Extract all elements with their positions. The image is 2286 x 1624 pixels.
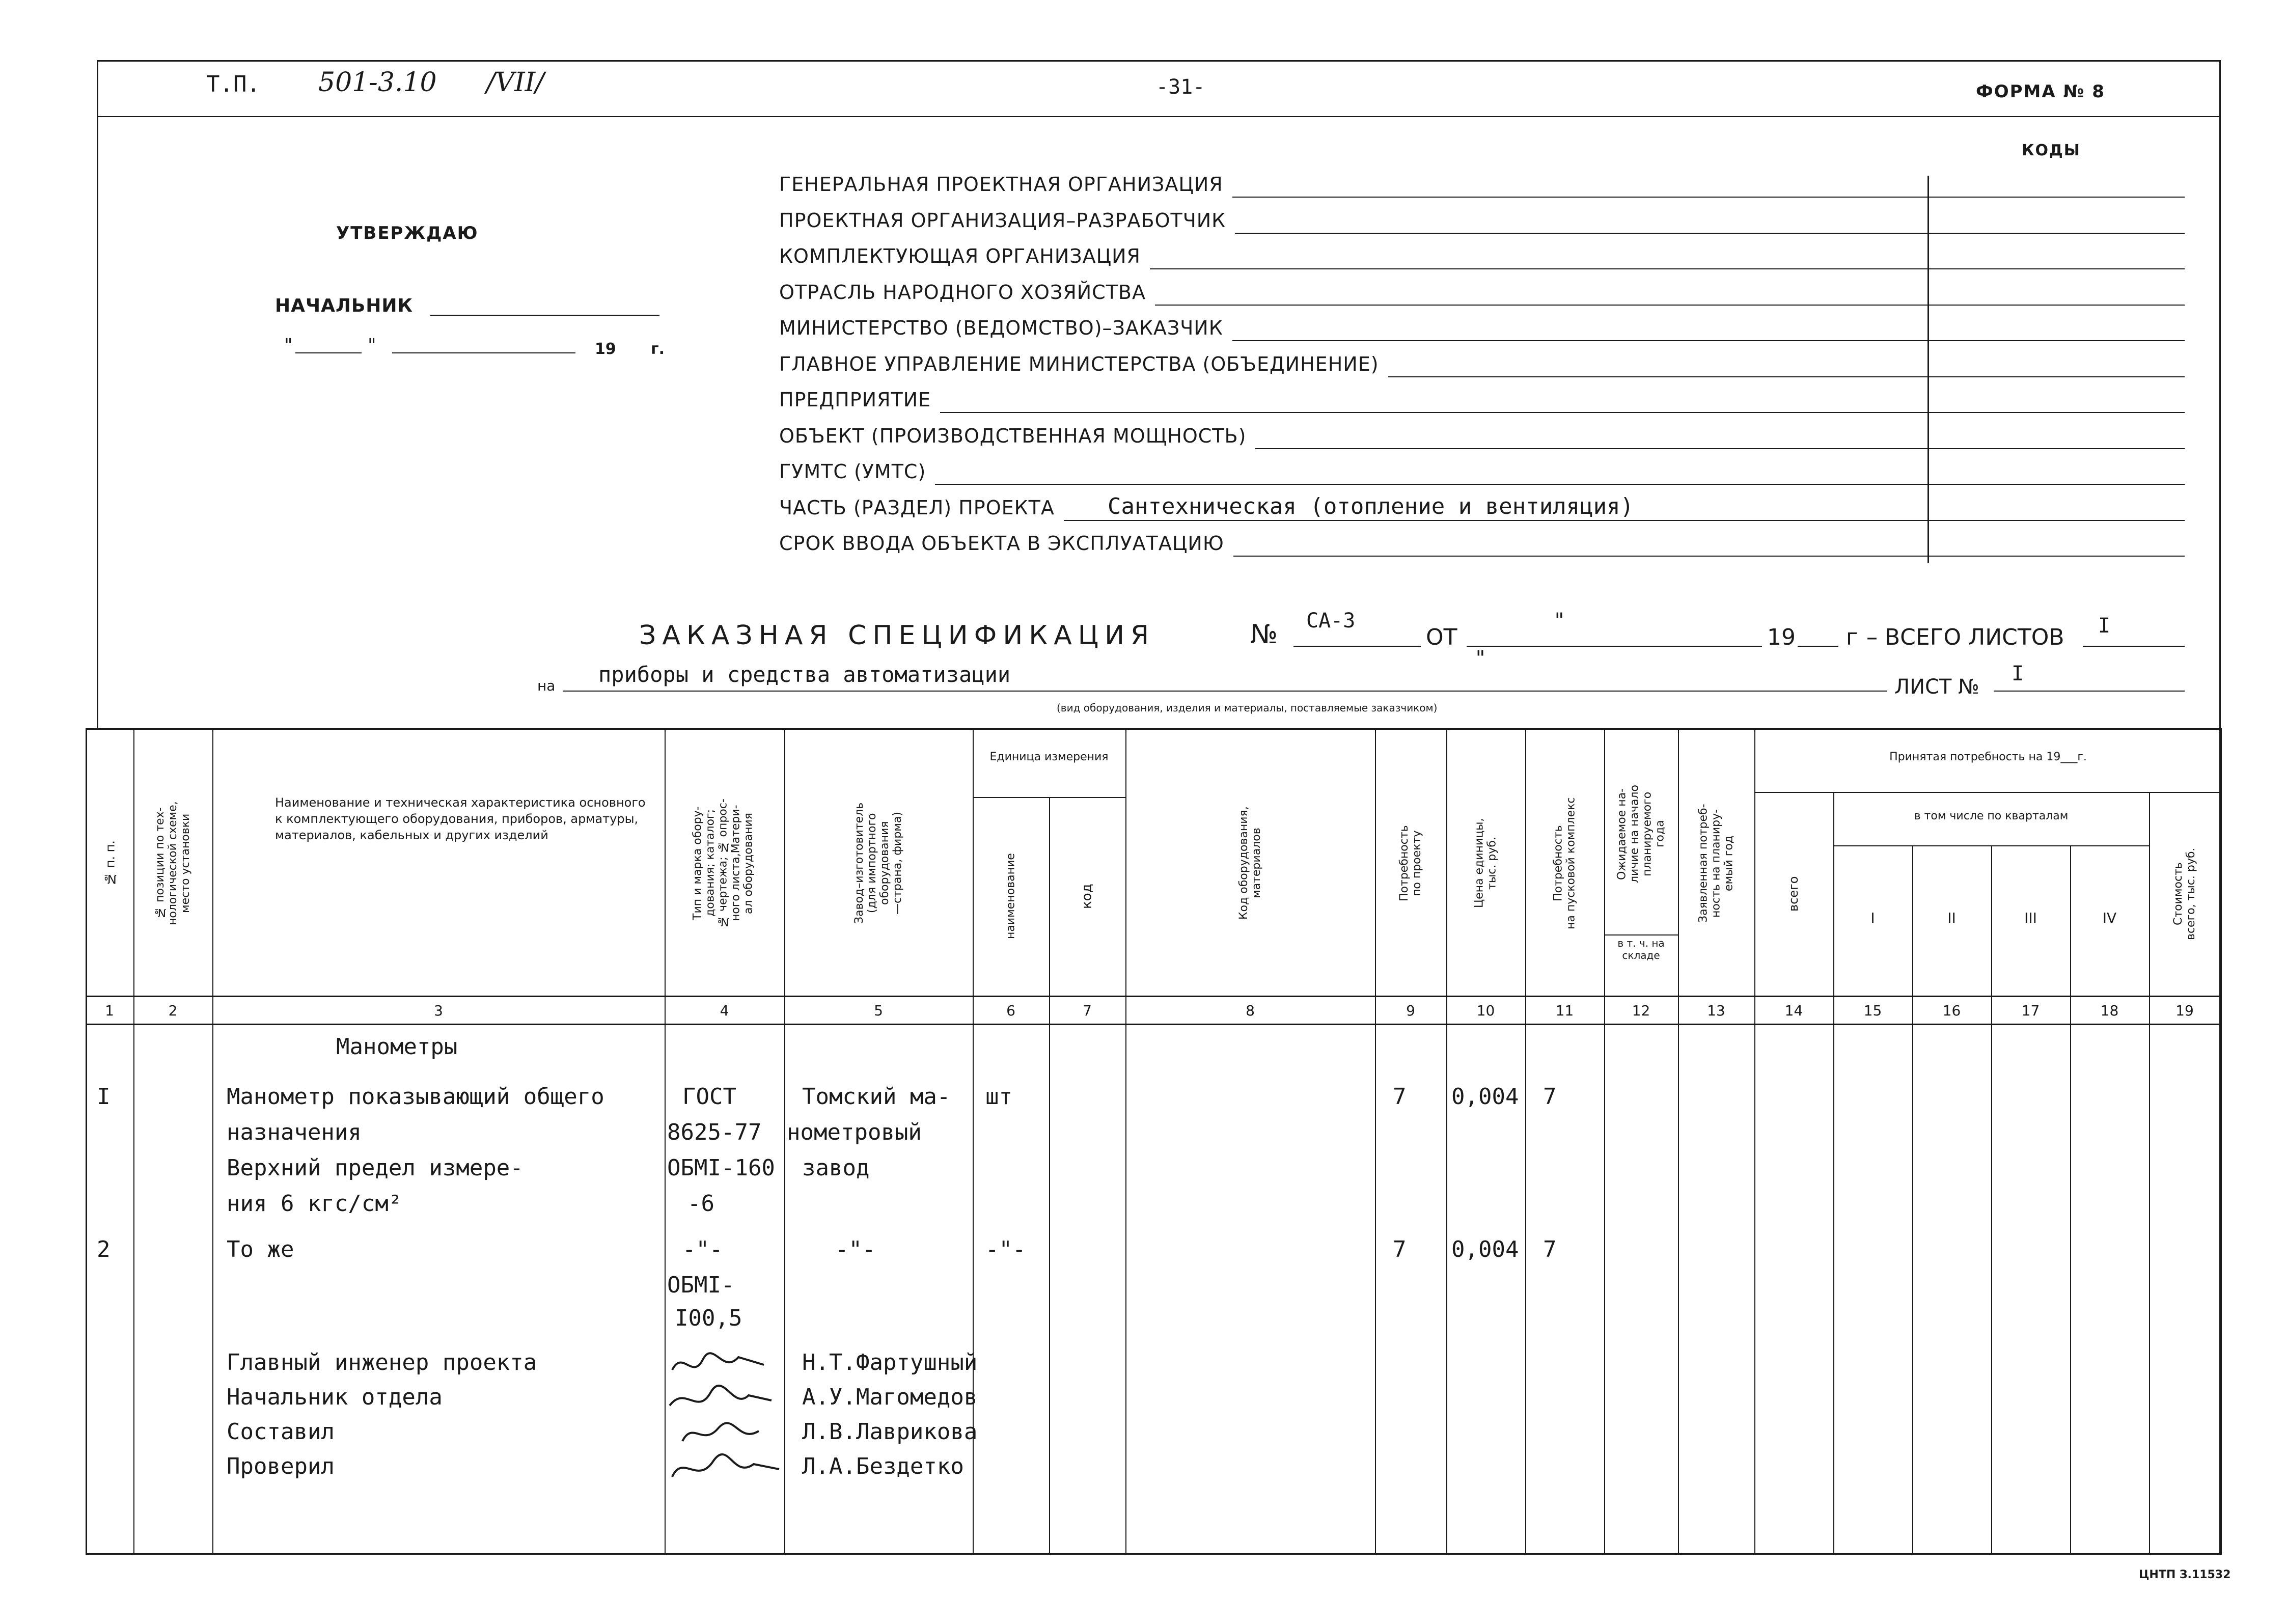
org-field-label: ПРЕДПРИЯТИЕ [779,389,931,411]
org-field-label: МИНИСТЕРСТВО (ВЕДОМСТВО)–ЗАКАЗЧИК [779,317,1223,339]
row-unit: -"- [985,1236,1026,1262]
column-number: 8 [1246,1002,1255,1019]
header-col-10: Цена единицы, тыс. руб. [1473,818,1499,909]
sheets-total-label: – ВСЕГО ЛИСТОВ [1866,624,2064,650]
row-name-line: То же [227,1236,294,1262]
signature-role: Начальник отдела [227,1384,443,1410]
sheet-value: I [2012,662,2024,685]
na-label: на [537,677,556,694]
signature-role: Проверил [227,1453,335,1479]
org-field-label: ГЕНЕРАЛЬНАЯ ПРОЕКТНАЯ ОРГАНИЗАЦИЯ [779,173,1223,196]
org-field-label: ГЛАВНОЕ УПРАВЛЕНИЕ МИНИСТЕРСТВА (ОБЪЕДИНЕНИЕ) [779,352,1379,375]
column-number: 16 [1942,1002,1961,1019]
date-open-quote: " [284,335,293,356]
tp-volume: /VII/ [486,67,544,98]
header-col-3: Наименование и техническая характеристика основного к комплектующего оборудования, приборов, арматуры, материалов, кабельных и других изделий [275,795,646,842]
header-accepted-group: Принятая потребность на 19___г. [1889,751,2087,763]
spec-quote-open: " [1553,609,1566,632]
column-number: 7 [1083,1002,1092,1019]
header-col-14: всего [1786,876,1801,912]
handwritten-signatures [662,1344,789,1492]
org-field-value: Сантехническая (отопление и вентиляция) [1108,493,1634,519]
row-type-line: -6 [687,1191,714,1217]
spec-number-value: СА-3 [1306,609,1356,632]
column-number: 19 [2175,1002,2194,1019]
org-field-label: ОБЪЕКТ (ПРОИЗВОДСТВЕННАЯ МОЩНОСТЬ) [779,424,1247,447]
sheet-label: ЛИСТ № [1894,675,1979,699]
row-maker-line: нометровый [787,1119,922,1145]
signature-name: А.У.Магомедов [802,1384,978,1410]
header-col-18: IV [2102,910,2117,926]
row-type-line: ГОСТ [682,1084,736,1110]
column-number: 10 [1476,1002,1495,1019]
row-type-line: -"- [682,1236,723,1262]
column-number: 12 [1632,1002,1650,1019]
section-title: Манометры [336,1034,458,1060]
header-col-16: II [1947,910,1956,926]
header-col-7: код [1079,884,1095,909]
header-col-8: Код оборудования, материалов [1237,806,1263,920]
header-col-13: Заявленная потреб- ность на планиру- емый год [1697,804,1736,923]
spec-year-label: 19 [1767,624,1796,650]
year-prefix: 19 [595,340,616,358]
header-col-9: Потребность по проекту [1398,825,1423,901]
header-col-11: Потребность на пусковой комплекс [1552,797,1578,929]
header-col-17: III [2024,910,2037,926]
header-col-2: № позиции по тех- нологической схеме, место установки [154,801,192,925]
row-price: 0,004 [1451,1236,1519,1262]
org-field-label: КОМПЛЕКТУЮЩАЯ ОРГАНИЗАЦИЯ [779,245,1141,267]
row-qty: 7 [1393,1084,1407,1110]
signature-role: Составил [227,1419,335,1445]
column-number: 17 [2021,1002,2040,1019]
tp-label: Т.П. [206,71,260,97]
form-label: ФОРМА № 8 [1976,81,2105,102]
row-price: 0,004 [1451,1084,1519,1110]
header-col-5: Завод–изготовитель (для импортного оборудования —страна, фирма) [853,802,904,924]
page-number: -31- [1156,75,1205,99]
spec-number-label: № [1250,619,1278,650]
org-field-label: СРОК ВВОДА ОБЪЕКТА В ЭКСПЛУАТАЦИЮ [779,532,1224,555]
row-type-line: 8625-77 [667,1119,762,1145]
spec-quote-close: " [1474,647,1487,670]
spec-subject-caption: (вид оборудования, изделия и материалы, поставляемые заказчиком) [1057,702,1438,714]
signature-name: Л.В.Лаврикова [802,1419,978,1445]
date-close-quote: " [368,335,376,356]
column-number: 3 [434,1002,443,1019]
row-maker-line: Томский ма- [802,1084,951,1110]
column-number: 6 [1006,1002,1015,1019]
row-name-line: Верхний предел измере- [227,1155,524,1181]
org-field-label: ЧАСТЬ (РАЗДЕЛ) ПРОЕКТА [779,496,1055,519]
row-type-line: ОБМI- [667,1272,735,1298]
column-number: 9 [1406,1002,1415,1019]
org-field-label: ПРОЕКТНАЯ ОРГАНИЗАЦИЯ–РАЗРАБОТЧИК [779,209,1226,232]
row-name-line: назначения [227,1119,362,1145]
column-number: 4 [720,1002,729,1019]
footer-stamp: ЦНТП З.11532 [2139,1568,2231,1581]
column-number: 18 [2100,1002,2119,1019]
signature-name: Н.Т.Фартушный [802,1350,978,1375]
header-col-15: I [1870,910,1875,926]
column-number: 15 [1863,1002,1882,1019]
row-launch: 7 [1543,1084,1557,1110]
signature-name: Л.А.Бездетко [802,1453,964,1479]
column-number: 11 [1555,1002,1574,1019]
column-number: 13 [1707,1002,1725,1019]
row-name-line: Манометр показывающий общего [227,1084,604,1110]
column-number: 14 [1784,1002,1803,1019]
header-col-4: Тип и марка обору- дования; каталог; № чертежа; № опрос- ного листа,Матери- ал оборудования [691,799,755,928]
row-launch: 7 [1543,1236,1557,1262]
row-maker-line: завод [802,1155,870,1181]
tp-number: 501-3.10 [318,67,437,98]
org-field-label: ГУМТС (УМТС) [779,460,926,483]
chief-label: НАЧАЛЬНИК [275,295,413,316]
signature-role: Главный инженер проекта [227,1350,537,1375]
row-number: 2 [97,1236,111,1262]
header-col-19: Стоимость всего, тыс. руб. [2172,847,2197,940]
row-number: I [97,1084,111,1110]
codes-label: КОДЫ [2022,142,2081,159]
header-col-1: № п. п. [103,840,118,886]
header-unit-group: Единица измерения [989,751,1109,763]
header-col-12b: в т. ч. на складе [1617,937,1665,961]
row-maker-line: -"- [835,1236,876,1262]
row-unit: шт [985,1084,1012,1110]
column-number: 2 [168,1002,178,1019]
row-type-line: ОБМI-160 [667,1155,775,1181]
row-name-line: ния 6 кгс/см² [227,1191,402,1217]
approve-label: УТВЕРЖДАЮ [336,223,479,243]
row-type-line: I00,5 [675,1305,742,1331]
column-number: 5 [874,1002,883,1019]
spec-from-label: ОТ [1426,624,1457,650]
spec-subject: приборы и средства автоматизации [598,662,1011,687]
year-suffix: г. [651,340,665,358]
header-quarter-group: в том числе по кварталам [1914,810,2069,822]
column-number: 1 [105,1002,114,1019]
org-field-label: ОТРАСЛЬ НАРОДНОГО ХОЗЯЙСТВА [779,281,1146,304]
header-col-12: Ожидаемое на- личие на начало планируемого года [1615,785,1667,883]
row-qty: 7 [1393,1236,1407,1262]
header-col-6: наименование [1004,853,1017,940]
spec-year-suffix: г [1846,624,1858,650]
spec-title: ЗАКАЗНАЯ СПЕЦИФИКАЦИЯ [639,620,1155,651]
sheets-total-value: I [2098,614,2111,638]
